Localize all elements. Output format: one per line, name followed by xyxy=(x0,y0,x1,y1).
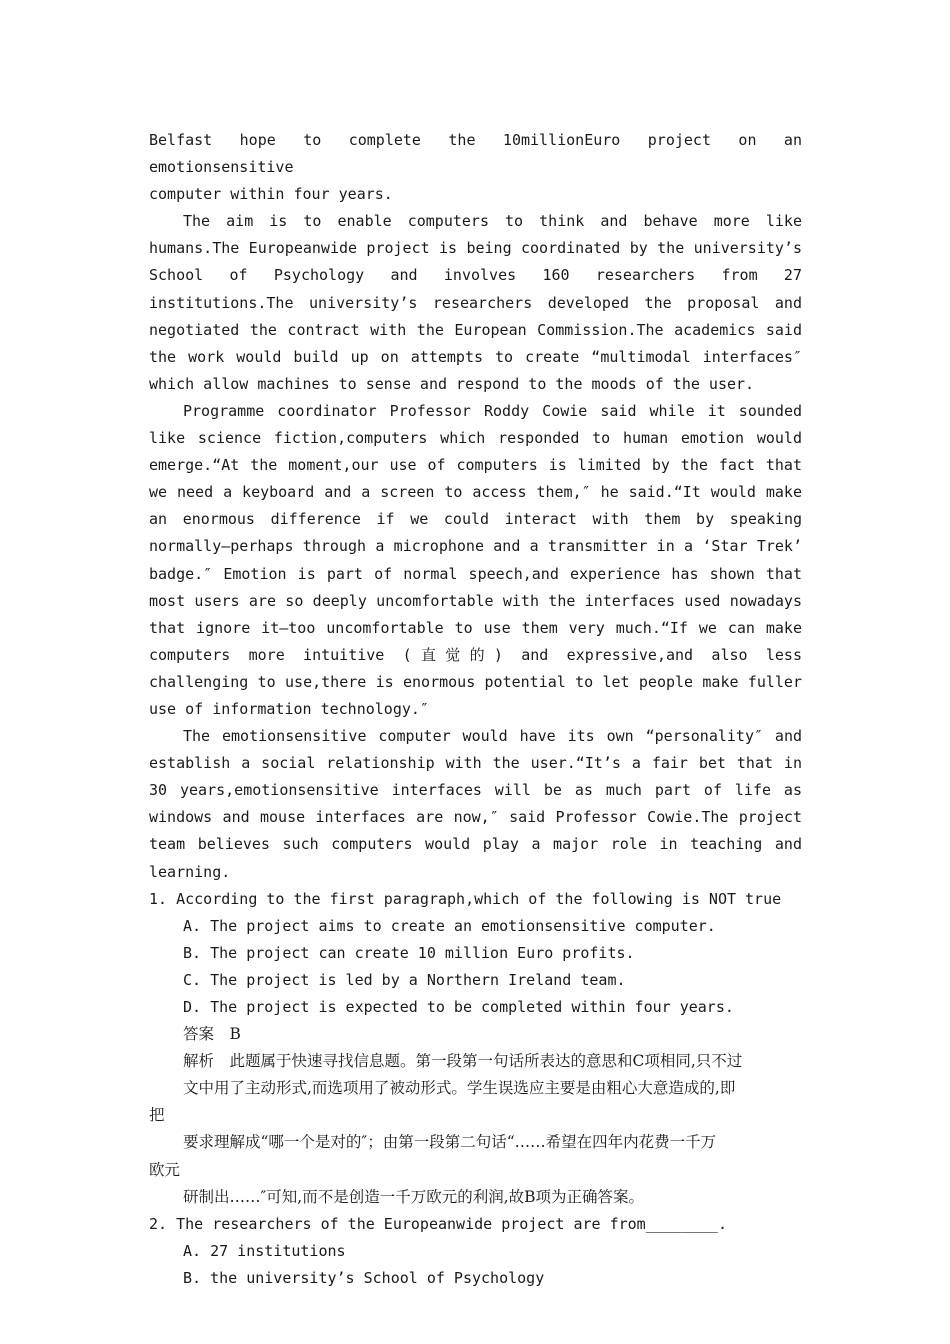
question-1-analysis-line: 把 xyxy=(149,1106,165,1125)
question-1-analysis-line: 要求理解成“哪一个是对的″；由第一段第二句话“……希望在四年内花费一千万 xyxy=(183,1133,717,1152)
question-1-option-d: D. The project is expected to be completed within four years. xyxy=(183,998,734,1016)
question-1-analysis-line: 文中用了主动形式,而选项用了被动形式。学生误选应主要是由粗心大意造成的,即 xyxy=(183,1079,736,1098)
question-1-option-a: A. The project aims to create an emotionsensitive computer. xyxy=(183,916,716,935)
question-2-option-b: B. the university’s School of Psychology xyxy=(183,1268,545,1287)
document-page xyxy=(149,127,802,1292)
question-1-stem: 1. According to the first paragraph,which of the following is NOT true xyxy=(149,889,782,908)
question-2-stem: 2. The researchers of the Europeanwide project are from________. xyxy=(149,1214,727,1233)
passage-paragraph-2: The aim is to enable computers to think and behave more like humans.The Europeanwide project is being coordinated by the university’s School of Psychology and involves 160 researchers from 27 institutions.The university’s researchers developed the proposal and negotiated the contract with the European Commission.The academics said the work would build up on attempts to create “multimodal interfaces″ which allow machines to sense and respond to the moods of the user. xyxy=(149,212,802,393)
question-1-option-c: C. The project is led by a Northern Ireland team. xyxy=(183,970,626,989)
passage-paragraph-3: Programme coordinator Professor Roddy Cowie said while it sounded like science fiction,computers which responded to human emotion would emerge.“At the moment,our use of computers is limited by the fact that we need a keyboard and a screen to access them,″ he said.“It would make an enormous difference if we could interact with them by speaking normally—perhaps through a microphone and a transmitter in a ‘Star Trek’ badge.″ Emotion is part of normal speech,and experience has shown that most users are so deeply uncomfortable with the interfaces used nowadays that ignore it—too uncomfortable to use them very much.“If we can make computers more intuitive (直觉的) and expressive,and also less challenging to use,there is enormous potential to let people make fuller use of information technology.″ xyxy=(149,401,802,718)
question-1-answer: 答案 B xyxy=(183,1025,241,1044)
question-1-analysis-line: 欧元 xyxy=(149,1160,181,1179)
passage-paragraph-1-line-1: Belfast hope to complete the 10millionEuro project on an emotionsensitive xyxy=(149,131,802,177)
passage-paragraph-4: The emotionsensitive computer would have its own “personality″ and establish a social relationship with the user.“It’s a fair bet that in 30 years,emotionsensitive interfaces will be as much part of life as windows and mouse interfaces are now,″ said Professor Cowie.The project team believes such computers would play a major role in teaching and learning. xyxy=(149,727,802,881)
question-1-option-b: B. The project can create 10 million Euro profits. xyxy=(183,943,635,962)
question-1-analysis-line: 解析 此题属于快速寻找信息题。第一段第一句话所表达的意思和C项相同,只不过 xyxy=(183,1052,743,1071)
question-1-analysis-line: 研制出……″可知,而不是创造一千万欧元的利润,故B项为正确答案。 xyxy=(183,1187,645,1206)
question-2-option-a: A. 27 institutions xyxy=(183,1241,346,1260)
passage-paragraph-1-line-2: computer within four years. xyxy=(149,185,393,204)
